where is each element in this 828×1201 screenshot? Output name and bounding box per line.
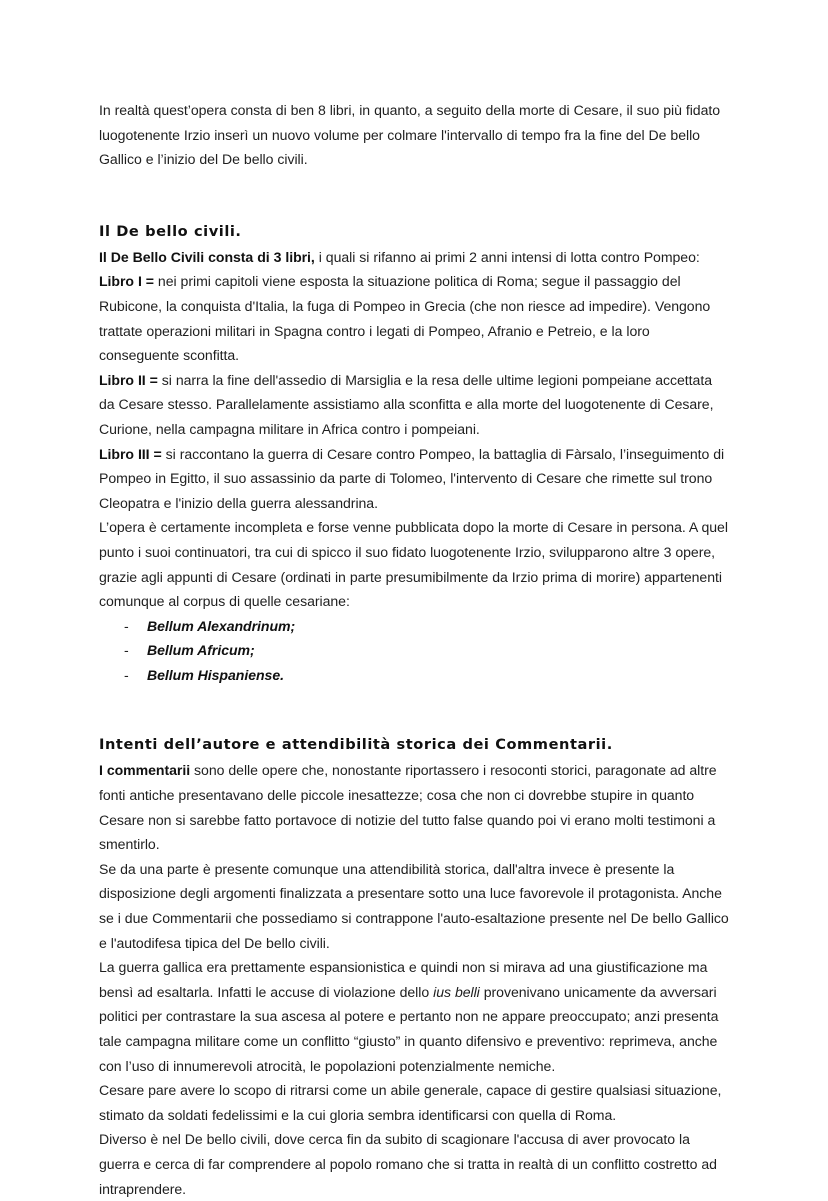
book-entry-3: [99, 442, 730, 516]
list-item: [99, 638, 730, 663]
intenti-p3-part-b: provenivano unicamente da avversari politici per contrastare la sua ascesa al potere e pertanto non ne appare preoccupato; anzi presenta tale campagna militare come un conflitto “giusto” in quanto difensivo e preventivo: reprimeva, anche con l’uso di innumerevoli atrocità, le popolazioni potenzialmente nemiche.: [99, 983, 719, 1074]
book-label-3: Libro III =: [99, 445, 162, 462]
intenti-p3-part-a: La guerra gallica era prettamente espansionistica e quindi non si mirava ad una giustificazione ma bensì ad esaltarla. Infatti le accuse di violazione dello: [99, 959, 708, 1000]
intenti-p1-bold: I commentarii: [99, 762, 191, 779]
intenti-p1-rest: sono delle opere che, nonostante riportassero i resoconti storici, paragonate ad altre fonti antiche presentavano delle piccole inesattezze; cosa che non ci dovrebbe stupire in quanto Cesare non si sarebbe fatto portavoce di notizie del tutto false quando poi vi erano molti testimoni a smentirlo.: [99, 762, 717, 853]
work-title-1: Bellum Alexandrinum;: [147, 617, 296, 634]
dash-bullet-icon: -: [124, 617, 129, 634]
book-label-2: Libro II =: [99, 371, 158, 388]
list-item: [99, 663, 730, 688]
dash-bullet-icon: -: [124, 666, 129, 683]
book-text-2: si narra la fine dell'assedio di Marsiglia e la resa delle ultime legioni pompeiane accettata da Cesare stesso. Parallelamente assistiamo alla sconfitta e alla morte del luogotenente di Cesare, Curione, nella campagna militare in Africa contro i pompeiani.: [99, 371, 714, 437]
book-entry-1: [99, 269, 730, 367]
intenti-paragraph-1: [99, 758, 730, 856]
intenti-paragraph-5: Diverso è nel De bello civili, dove cerca fin da subito di scagionare l'accusa di aver provocato la guerra e cerca di far comprendere al popolo romano che si tratta in realtà di un conflitto costretto ad intraprendere.: [99, 1131, 717, 1197]
civili-intro-rest: i quali si rifanno ai primi 2 anni intensi di lotta contro Pompeo:: [314, 248, 700, 265]
book-label-1: Libro I =: [99, 273, 154, 290]
continuator-works-list: [99, 614, 730, 688]
civili-intro-bold: Il De Bello Civili consta di 3 libri,: [99, 248, 315, 265]
heading-intenti-autore: Intenti dell’autore e attendibilità storica dei Commentarii.: [99, 736, 613, 754]
dash-bullet-icon: -: [124, 642, 129, 659]
intenti-paragraph-4: Cesare pare avere lo scopo di ritrarsi come un abile generale, capace di gestire qualsiasi situazione, stimato da soldati fedelissimi e la cui gloria sembra identificarsi con quella di Roma.: [99, 1082, 722, 1123]
list-item: [99, 614, 730, 639]
civili-closing-paragraph: L’opera è certamente incompleta e forse venne pubblicata dopo la morte di Cesare in persona. A quel punto i suoi continuatori, tra cui di spicco il suo fidato luogotenente Irzio, svilupparono altre 3 opere, grazie agli appunti di Cesare (ordinati in parte presumibilmente da Irzio prima di morire) appartenenti comunque al corpus di quelle cesariane:: [99, 519, 728, 610]
document-body: [99, 98, 730, 1201]
book-entry-2: [99, 368, 730, 442]
work-title-2: Bellum Africum;: [147, 642, 255, 659]
book-text-1: nei primi capitoli viene esposta la situazione politica di Roma; segue il passaggio del Rubicone, la conquista d'Italia, la fuga di Pompeo in Grecia (che non riesce ad impedire). Vengono trattate operazioni militari in Spagna contro i legati di Pompeo, Afranio e Petreio, e la loro conseguente sconfitta.: [99, 273, 711, 364]
civili-intro-line: [99, 245, 730, 270]
heading-de-bello-civili: Il De bello civili.: [99, 222, 242, 240]
spacer-before-civili: [99, 172, 730, 221]
work-title-3: Bellum Hispaniense.: [147, 666, 284, 683]
intenti-paragraph-3: [99, 955, 730, 1078]
spacer-before-intenti: [99, 687, 730, 734]
intenti-p3-italic-term: ius belli: [433, 983, 480, 1000]
intro-paragraph: In realtà quest’opera consta di ben 8 libri, in quanto, a seguito della morte di Cesare, il suo più fidato luogotenente Irzio inserì un nuovo volume per colmare l'intervallo di tempo fra la fine del De bello Gallico e l’inizio del De bello civili.: [99, 102, 721, 168]
book-text-3: si raccontano la guerra di Cesare contro Pompeo, la battaglia di Fàrsalo, l’inseguimento di Pompeo in Egitto, il suo assassinio da parte di Tolomeo, l'intervento di Cesare che rimette sul trono Cleopatra e l'inizio della guerra alessandrina.: [99, 445, 725, 511]
intenti-paragraph-2: Se da una parte è presente comunque una attendibilità storica, dall'altra invece è presente la disposizione degli argomenti finalizzata a presentare sotto una luce favorevole il protagonista. Anche se i due Commentarii che possediamo si contrappone l'auto-esaltazione presente nel De bello Gallico e l'autodifesa tipica del De bello civili.: [99, 860, 729, 951]
